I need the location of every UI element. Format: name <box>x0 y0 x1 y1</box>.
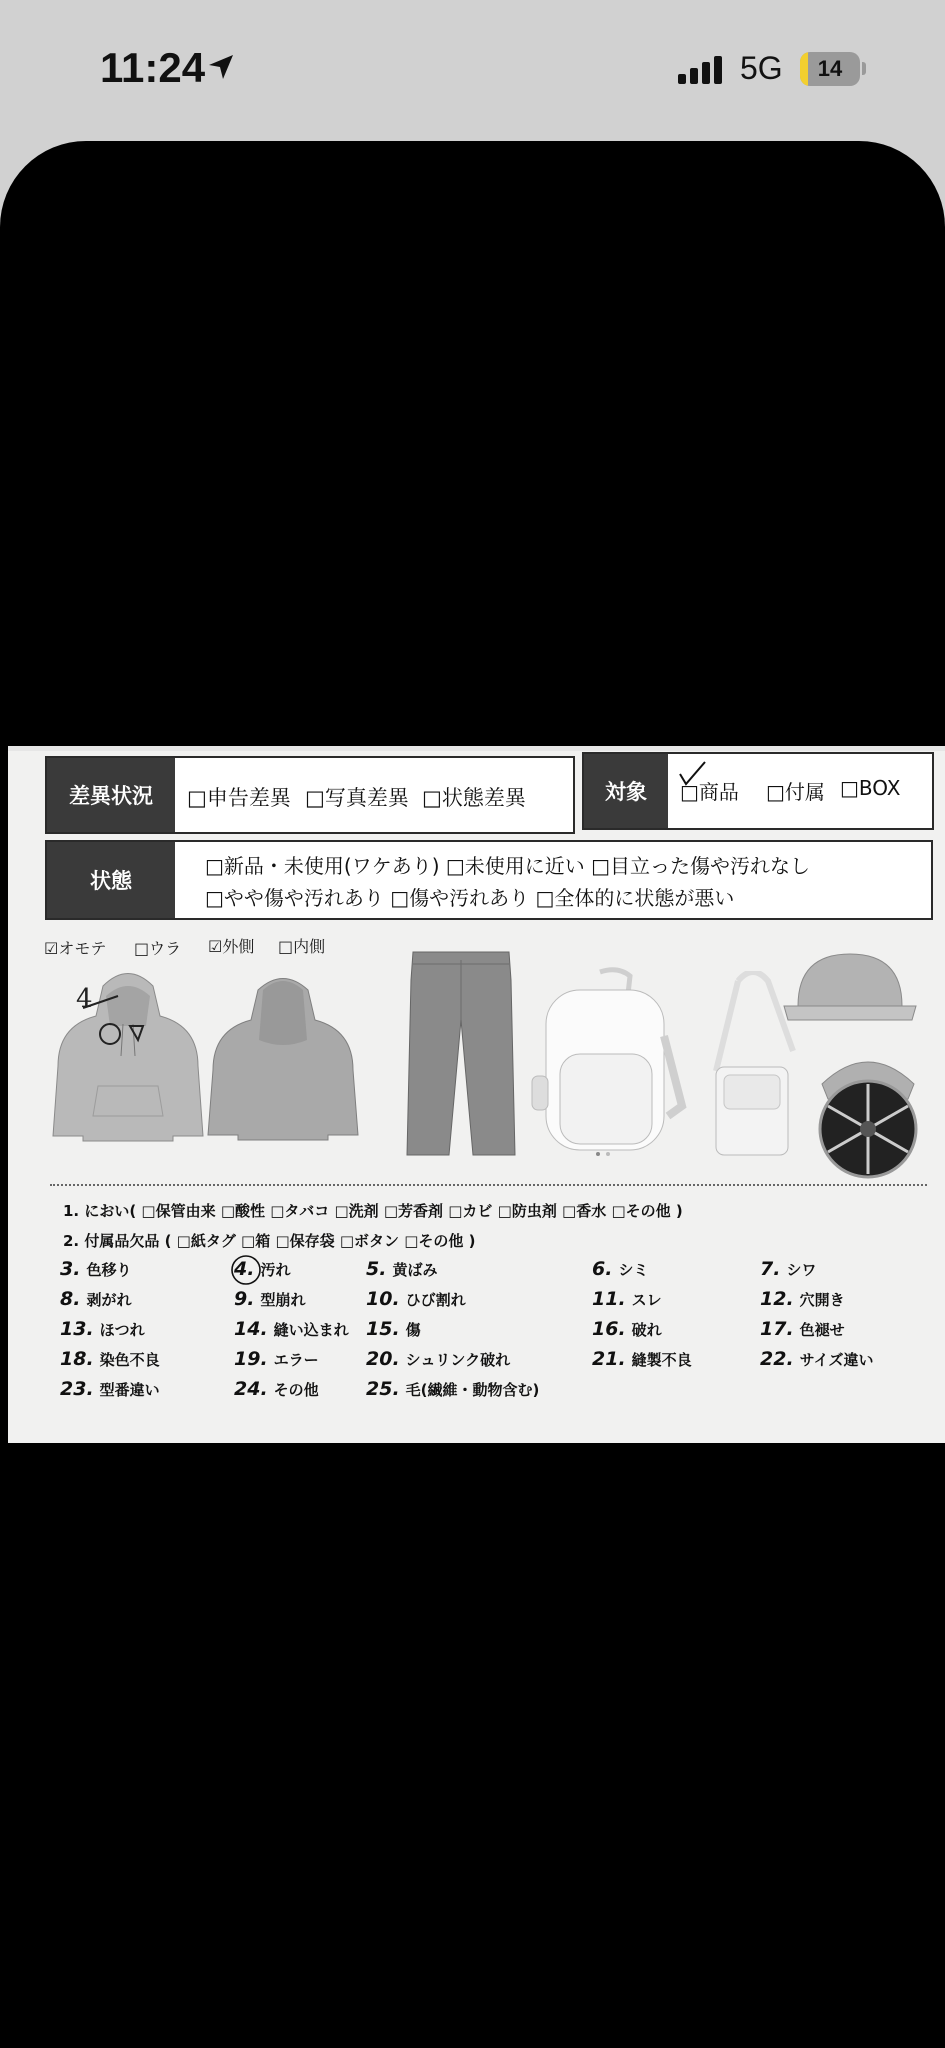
defect-item-number: 18. <box>60 1348 94 1370</box>
defect-item-label: シュリンク破れ <box>405 1351 511 1369</box>
defect-item-label: 染色不良 <box>99 1351 160 1369</box>
target-label: 対象 <box>584 754 668 828</box>
hoodie-front-image <box>48 966 208 1146</box>
target-box <box>582 752 934 830</box>
defect-item-label: 型番違い <box>99 1381 160 1399</box>
checked-box-icon: ☑ <box>44 939 59 958</box>
handwritten-note: 4 <box>76 984 93 1014</box>
defect-item-label: 汚れ <box>260 1261 291 1279</box>
defect-item-label: 縫い込まれ <box>273 1321 349 1339</box>
defect-item-label: エラー <box>273 1351 319 1369</box>
defect-item-number: 20. <box>366 1348 400 1370</box>
defect-item <box>592 1318 662 1340</box>
hoodie-back-image <box>203 970 363 1146</box>
cellular-signal-icon <box>678 56 726 84</box>
defect-item <box>366 1378 539 1400</box>
defect-item-number: 25. <box>366 1378 400 1400</box>
defect-item <box>592 1258 648 1280</box>
defect-item-number: 21. <box>592 1348 626 1370</box>
defect-item <box>592 1288 662 1310</box>
defect-item <box>60 1318 145 1340</box>
paper-edge <box>8 746 945 751</box>
battery-level: 14 <box>817 56 843 81</box>
defect-item-number: 14. <box>234 1318 268 1340</box>
defect-item <box>760 1318 845 1340</box>
defect-item-label: シワ <box>786 1261 817 1279</box>
condition-line-2: □やや傷や汚れあり □傷や汚れあり □全体的に状態が悪い <box>205 886 735 910</box>
defect-item-number: 8. <box>60 1288 81 1310</box>
backpack-image <box>528 966 688 1156</box>
defect-item-number: 9. <box>234 1288 255 1310</box>
defect-item-label: 色褪せ <box>799 1321 845 1339</box>
defect-item-label: 剥がれ <box>86 1291 132 1309</box>
condition-box <box>45 840 933 920</box>
defect-item <box>366 1318 421 1340</box>
defect-item-number: 13. <box>60 1318 94 1340</box>
defect-item <box>366 1258 437 1280</box>
viewer-sheet <box>0 141 945 261</box>
defect-item-label: 破れ <box>631 1321 662 1339</box>
side-front: ☑オモテ <box>44 939 107 958</box>
condition-label: 状態 <box>47 842 175 918</box>
defect-item <box>234 1378 319 1400</box>
defect-item-number: 19. <box>234 1348 268 1370</box>
list-line-odor: 1. におい( □保管由来 □酸性 □タバコ □洗剤 □芳香剤 □カビ □防虫剤 □香水 □その他 ) <box>63 1202 683 1220</box>
checkmark-icon <box>678 760 708 786</box>
defect-item <box>760 1258 816 1280</box>
defect-item-label: 黄ばみ <box>392 1261 438 1279</box>
defect-item-number: 17. <box>760 1318 794 1340</box>
defect-item-label: 型崩れ <box>260 1291 306 1309</box>
inspection-form-photo[interactable] <box>8 746 945 1443</box>
defect-item <box>60 1288 131 1310</box>
defect-item <box>60 1378 160 1400</box>
discrepancy-box <box>45 756 575 834</box>
battery-terminal <box>862 62 866 75</box>
list-line-missing-accessories: 2. 付属品欠品 ( □紙タグ □箱 □保存袋 □ボタン □その他 ) <box>63 1232 476 1250</box>
pants-image <box>403 950 519 1160</box>
defect-item <box>760 1348 873 1370</box>
defect-item-label: ほつれ <box>99 1321 145 1339</box>
dotted-divider <box>50 1184 927 1186</box>
battery-icon <box>800 52 860 86</box>
defect-item-number: 5. <box>366 1258 387 1280</box>
defect-item-label: ひび割れ <box>405 1291 466 1309</box>
defect-item-label: 毛(繊維・動物含む) <box>405 1381 540 1399</box>
circled-number-marker <box>230 1254 264 1286</box>
defect-item-label: スレ <box>631 1291 662 1309</box>
target-option-accessory: □付属 <box>766 780 825 804</box>
defect-item-label: 傷 <box>405 1321 421 1339</box>
defect-item <box>234 1318 349 1340</box>
defect-item <box>234 1288 305 1310</box>
target-option-box: □BOX <box>840 776 901 800</box>
cap-inside-image <box>808 1044 928 1179</box>
clock-time: 11:24 <box>100 44 206 91</box>
defect-item <box>60 1348 160 1370</box>
defect-item-number: 16. <box>592 1318 626 1340</box>
target-option-product: □商品 <box>680 780 739 804</box>
discrepancy-option-condition: □状態差異 <box>422 786 526 810</box>
status-bar <box>0 0 945 141</box>
defect-item-label: 色移り <box>86 1261 132 1279</box>
defect-item-number: 23. <box>60 1378 94 1400</box>
defect-item <box>592 1348 692 1370</box>
defect-item-number: 11. <box>592 1288 626 1310</box>
defect-item-number: 3. <box>60 1258 81 1280</box>
defect-item-number: 24. <box>234 1378 268 1400</box>
defect-item <box>60 1258 131 1280</box>
side-outside: ☑外側 <box>208 937 255 956</box>
cap-top-image <box>780 946 920 1046</box>
condition-line-1: □新品・未使用(ワケあり) □未使用に近い □目立った傷や汚れなし <box>205 854 811 878</box>
defect-item-number: 7. <box>760 1258 781 1280</box>
defect-item-number: 6. <box>592 1258 613 1280</box>
defect-item-label: その他 <box>273 1381 319 1399</box>
network-type: 5G <box>740 50 783 86</box>
defect-item <box>366 1348 510 1370</box>
discrepancy-option-declared: □申告差異 <box>187 786 291 810</box>
defect-item-number: 22. <box>760 1348 794 1370</box>
defect-item-number: 15. <box>366 1318 400 1340</box>
defect-item-label: シミ <box>618 1261 649 1279</box>
discrepancy-option-photo: □写真差異 <box>305 786 409 810</box>
side-inside: □内側 <box>278 937 326 956</box>
defect-item-label: 縫製不良 <box>631 1351 692 1369</box>
defect-item-label: 穴開き <box>799 1291 845 1309</box>
defect-item <box>760 1288 845 1310</box>
location-arrow-icon <box>206 52 236 82</box>
defect-item <box>366 1288 466 1310</box>
defect-item <box>234 1348 319 1370</box>
defect-item-label: サイズ違い <box>799 1351 874 1369</box>
defect-item-number: 10. <box>366 1288 400 1310</box>
defect-item-number: 4. <box>234 1258 255 1280</box>
checked-box-icon: ☑ <box>208 937 223 956</box>
discrepancy-label: 差異状況 <box>47 758 175 832</box>
defect-item-number: 12. <box>760 1288 794 1310</box>
side-back: □ウラ <box>134 939 182 958</box>
